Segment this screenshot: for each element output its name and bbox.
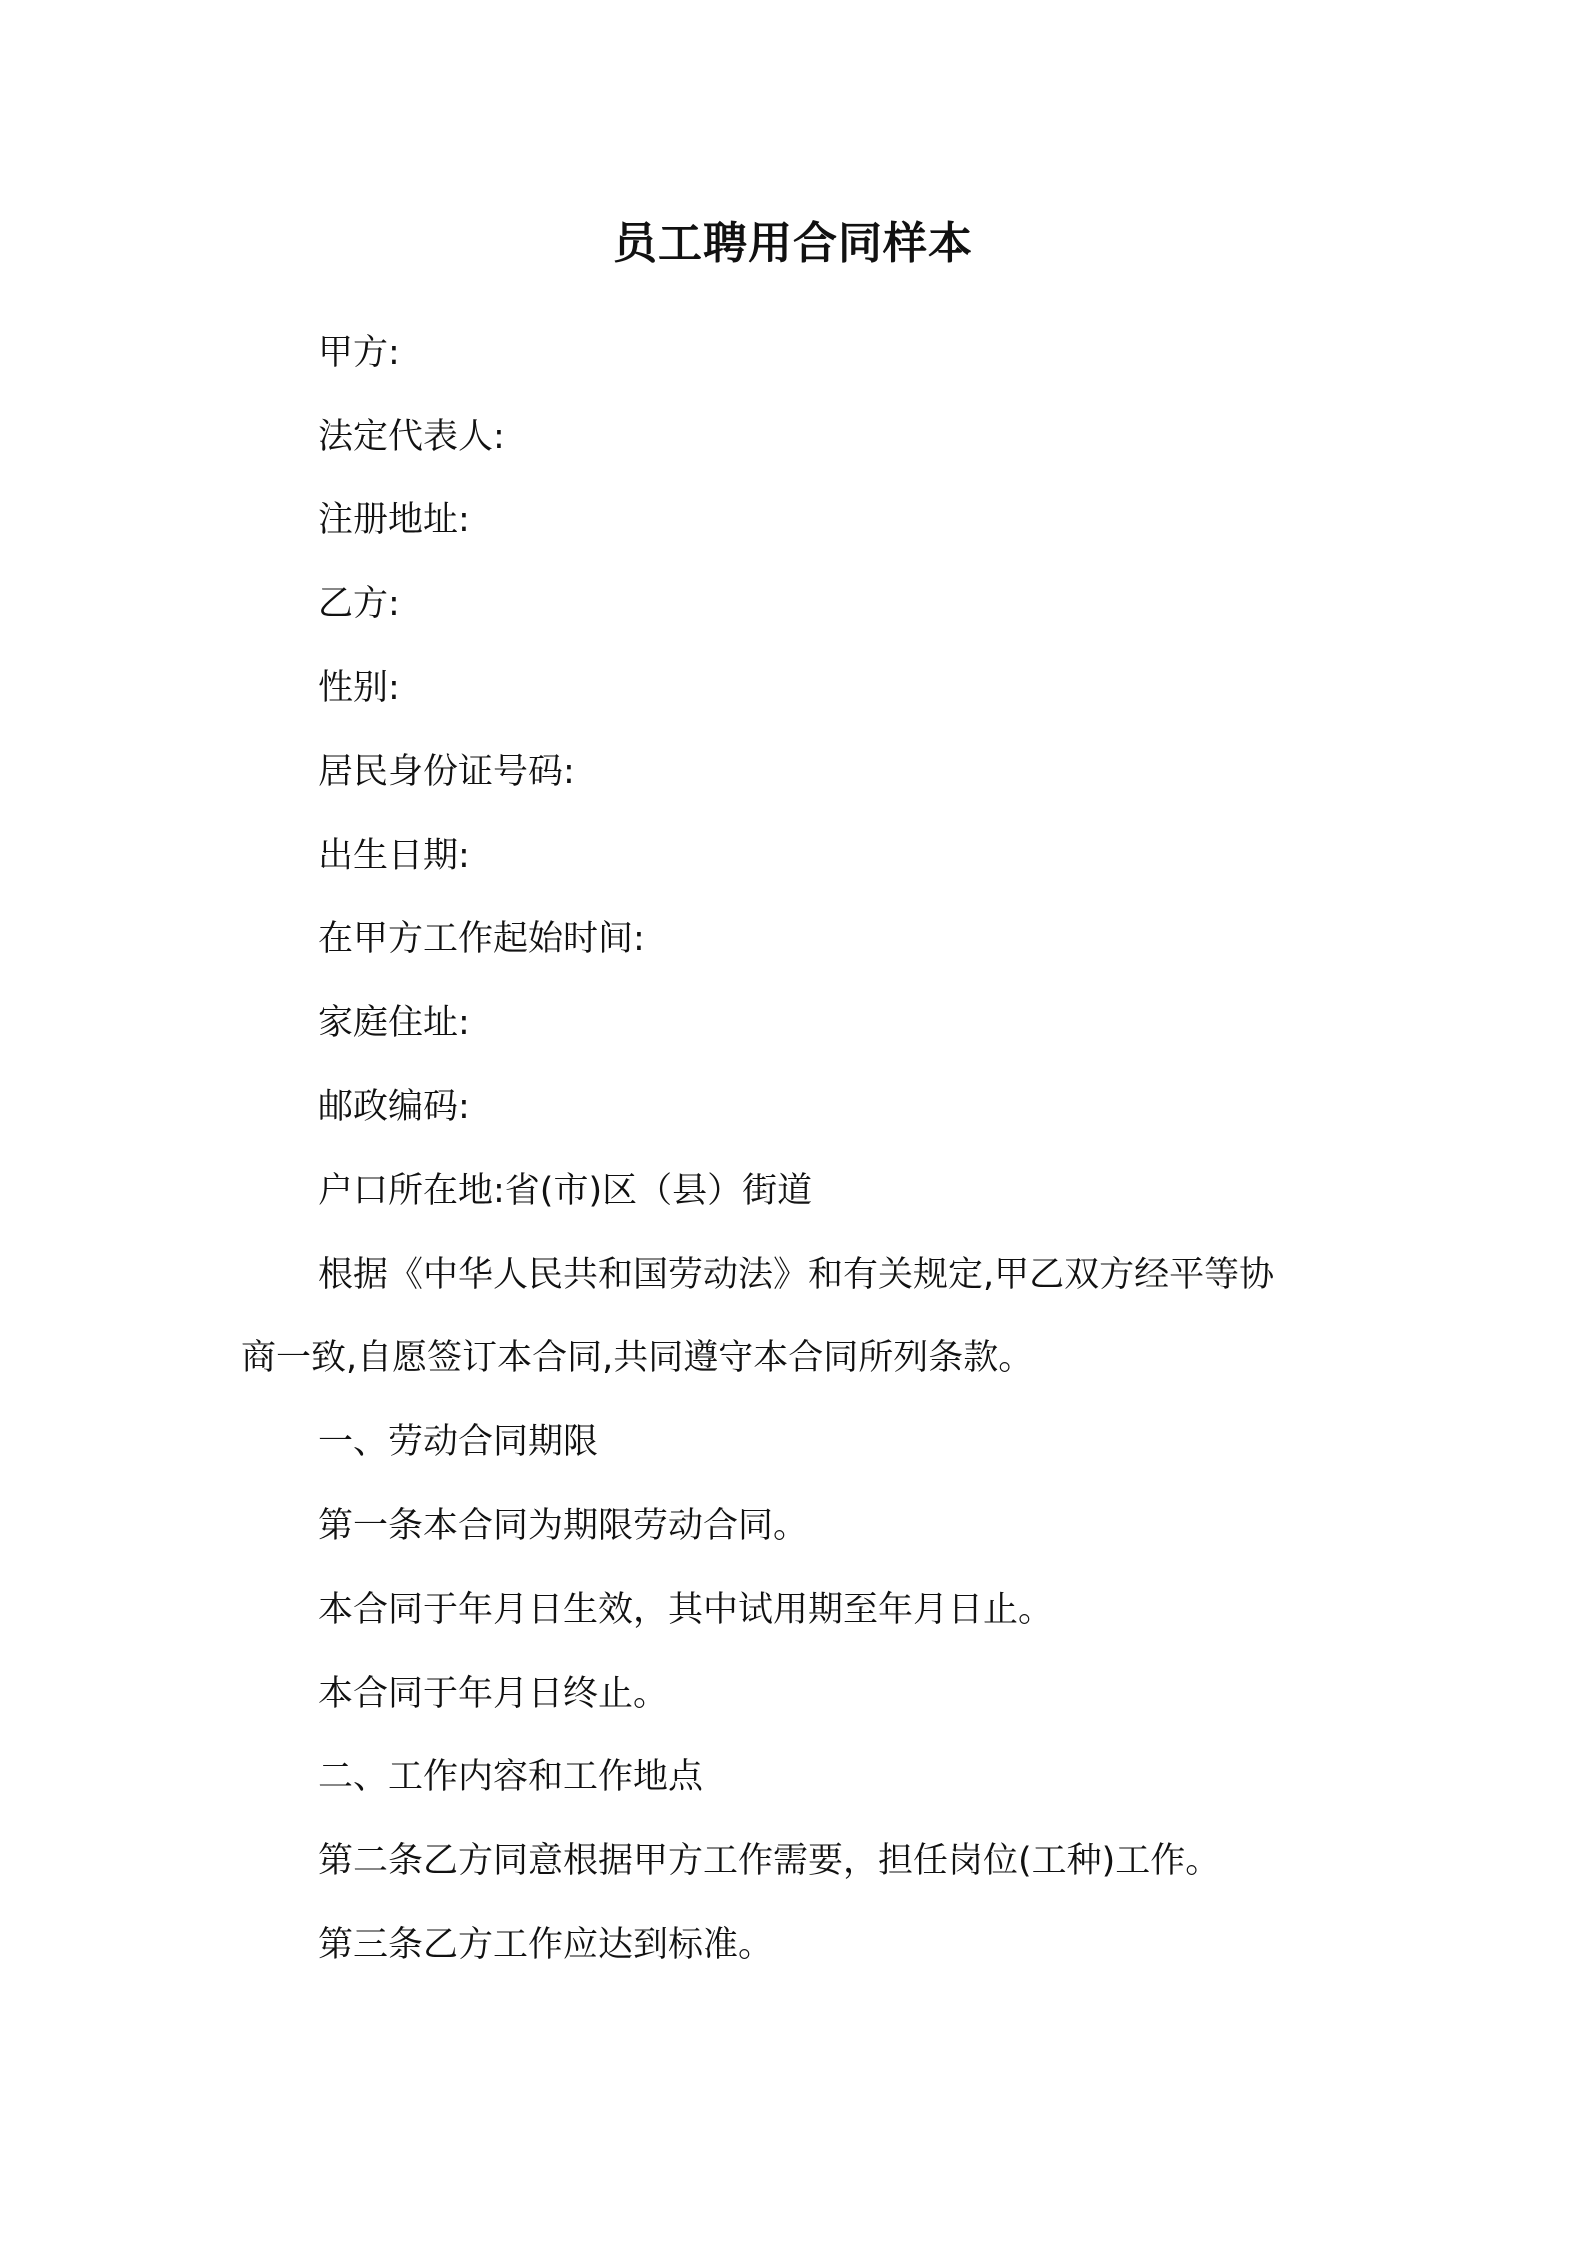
home-address-line: 家庭住址: (318, 1003, 470, 1043)
registered-address-line: 注册地址: (318, 500, 470, 540)
party-b-line: 乙方: (318, 584, 400, 624)
household-registration-line: 户口所在地:省(市)区（县）街道 (318, 1171, 813, 1211)
id-number-line: 居民身份证号码: (318, 752, 575, 792)
birth-date-line: 出生日期: (318, 836, 470, 876)
postal-code-line: 邮政编码: (318, 1087, 470, 1127)
termination-date-line: 本合同于年月日终止。 (318, 1674, 669, 1714)
section-heading-contract-term: 一、劳动合同期限 (318, 1422, 599, 1462)
section-heading-work-content: 二、工作内容和工作地点 (318, 1757, 704, 1797)
article-2-line: 第二条乙方同意根据甲方工作需要，担任岗位(工种)工作。 (318, 1841, 1221, 1881)
article-3-line: 第三条乙方工作应达到标准。 (318, 1925, 774, 1965)
gender-line: 性别: (318, 668, 400, 708)
legal-representative-line: 法定代表人: (318, 417, 505, 457)
article-1-line: 第一条本合同为期限劳动合同。 (318, 1506, 809, 1546)
start-date-line: 在甲方工作起始时间: (318, 919, 645, 959)
document-title: 员工聘用合同样本 (613, 218, 973, 269)
preamble-line-1: 根据《中华人民共和国劳动法》和有关规定,甲乙双方经平等协 (318, 1255, 1275, 1295)
effective-date-line: 本合同于年月日生效，其中试用期至年月日止。 (318, 1590, 1054, 1630)
preamble-line-2: 商一致,自愿签订本合同,共同遵守本合同所列条款。 (241, 1338, 1034, 1378)
party-a-line: 甲方: (318, 333, 400, 373)
